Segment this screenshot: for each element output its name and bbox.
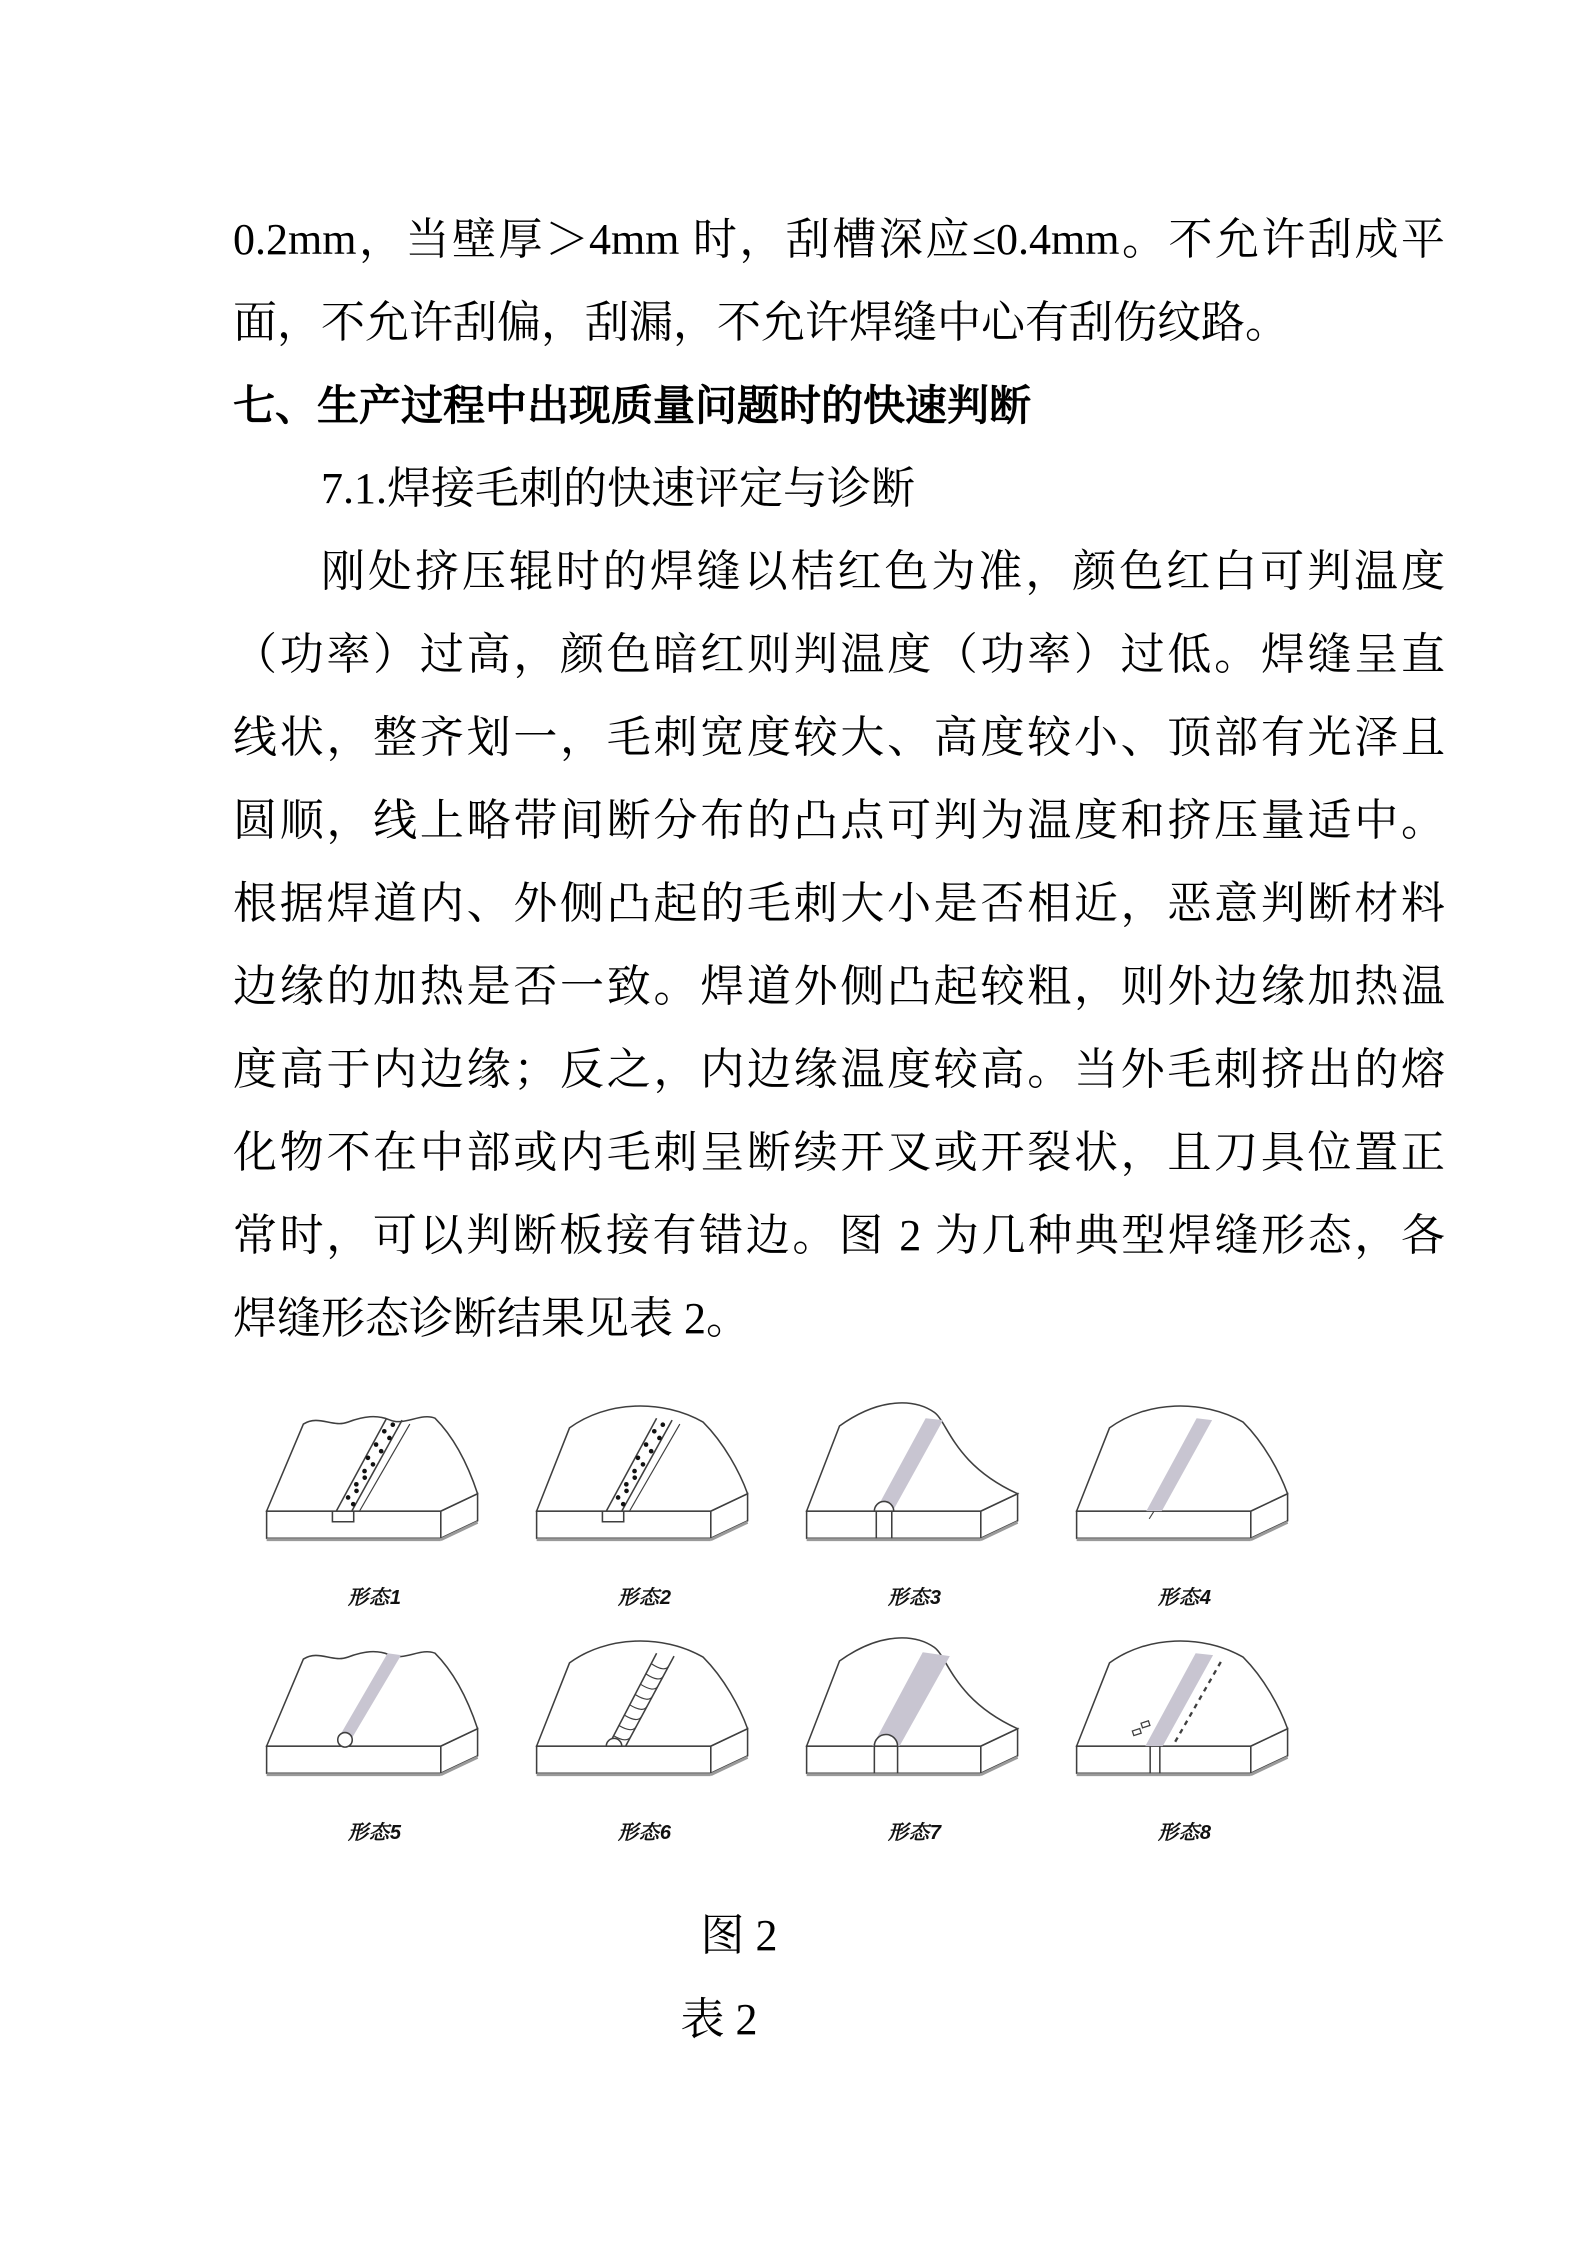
weld-form-5-figure xyxy=(245,1630,505,1780)
body-text-line: 度高于内边缘；反之，内边缘温度较高。当外毛刺挤出的熔 xyxy=(233,1045,1445,1094)
weld-form-cell xyxy=(240,1395,510,1630)
weld-form-cell xyxy=(1050,1395,1320,1630)
weld-form-7-label: 形态7 xyxy=(887,1822,943,1844)
weld-form-8-label: 形态8 xyxy=(1157,1822,1213,1844)
weld-form-4-figure xyxy=(1055,1395,1315,1545)
figure-caption: 图 2 xyxy=(700,1911,778,1960)
weld-form-cell xyxy=(780,1395,1050,1630)
weld-form-8-figure xyxy=(1055,1630,1315,1780)
weld-form-3-label: 形态3 xyxy=(887,1587,943,1609)
body-text-line: 根据焊道内、外侧凸起的毛刺大小是否相近，恶意判断材料 xyxy=(233,879,1445,928)
body-text-line: 线状，整齐划一，毛刺宽度较大、高度较小、顶部有光泽且 xyxy=(233,713,1445,762)
weld-form-2-figure xyxy=(515,1395,775,1545)
weld-form-cell xyxy=(240,1630,510,1865)
weld-form-4-label: 形态4 xyxy=(1157,1587,1213,1609)
weld-form-6-label: 形态6 xyxy=(617,1822,673,1844)
body-text-line: 化物不在中部或内毛刺呈断续开叉或开裂状，且刀具位置正 xyxy=(233,1128,1445,1177)
weld-form-cell xyxy=(510,1630,780,1865)
body-text-line: 常时，可以判断板接有错边。图 2 为几种典型焊缝形态，各 xyxy=(233,1211,1445,1260)
weld-form-2-label: 形态2 xyxy=(617,1587,673,1609)
body-text-line: 0.2mm，当壁厚＞4mm 时，刮槽深应≤0.4mm。不允许刮成平 xyxy=(233,215,1445,264)
body-text-line: 边缘的加热是否一致。焊道外侧凸起较粗，则外边缘加热温 xyxy=(233,962,1445,1011)
weld-form-cell xyxy=(780,1630,1050,1865)
weld-form-5-label: 形态5 xyxy=(347,1822,403,1844)
weld-form-6-figure xyxy=(515,1630,775,1780)
weld-form-7-figure xyxy=(785,1630,1045,1780)
body-text-line: （功率）过高，颜色暗红则判温度（功率）过低。焊缝呈直 xyxy=(233,630,1445,679)
body-text-line: 焊缝形态诊断结果见表 2。 xyxy=(233,1294,750,1343)
body-text-line: 圆顺，线上略带间断分布的凸点可判为温度和挤压量适中。 xyxy=(233,796,1445,845)
weld-form-1-figure xyxy=(245,1395,505,1545)
body-text-line: 刚处挤压辊时的焊缝以桔红色为准，颜色红白可判温度 xyxy=(321,547,1445,596)
subsection-heading: 7.1.焊接毛刺的快速评定与诊断 xyxy=(321,464,915,513)
section-heading: 七、生产过程中出现质量问题时的快速判断 xyxy=(233,382,1032,429)
weld-form-cell xyxy=(1050,1630,1320,1865)
table-caption: 表 2 xyxy=(680,1995,758,2044)
weld-form-1-label: 形态1 xyxy=(347,1587,403,1609)
weld-form-3-figure xyxy=(785,1395,1045,1545)
text-column xyxy=(233,198,1445,1360)
weld-form-cell xyxy=(510,1395,780,1630)
body-text-line: 面，不允许刮偏，刮漏，不允许焊缝中心有刮伤纹路。 xyxy=(233,298,1289,347)
figure-weld-forms xyxy=(240,1395,1320,1865)
